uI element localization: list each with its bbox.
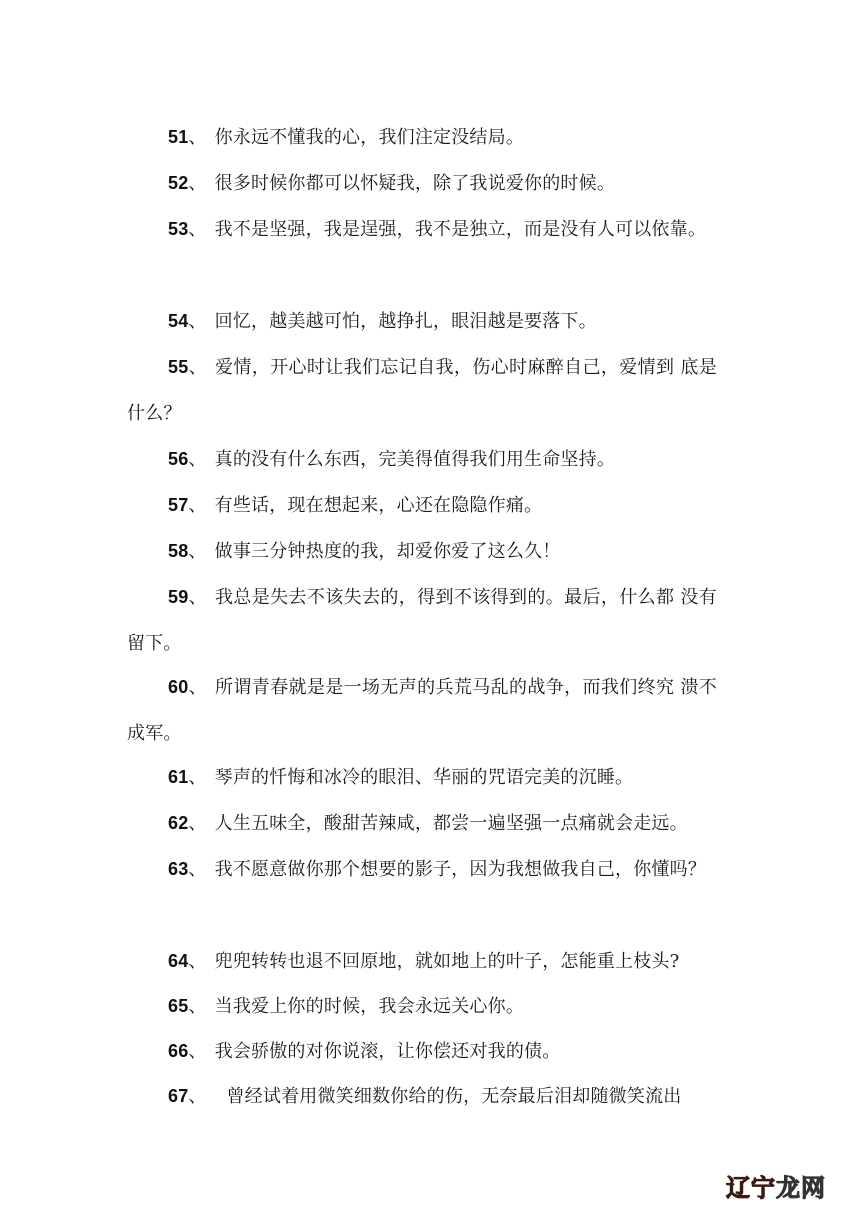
item-text: 我会骄傲的对你说滚，让你偿还对我的债。	[214, 1041, 561, 1062]
list-item	[127, 754, 717, 801]
item-text: 兜兜转转也退不回原地，就如地上的叶子，怎能重上枝头?	[214, 951, 680, 972]
watermark-part-a: 辽宁	[726, 1174, 776, 1202]
item-separator: 、	[188, 951, 207, 972]
item-text: 做事三分钟热度的我，却爱你爱了这么久！	[214, 541, 561, 562]
item-text: 很多时候你都可以怀疑我，除了我说爱你的时候。	[214, 173, 616, 194]
list-item	[127, 436, 717, 483]
item-separator: 、	[188, 677, 207, 698]
list-item	[127, 800, 717, 847]
item-separator: 、	[188, 127, 207, 148]
item-text: 你永远不懂我的心，我们注定没结局。	[214, 127, 525, 148]
item-text: 我总是失去不该失去的，得到不该得到的。最后，什么都 没有留下。	[127, 587, 718, 654]
item-text: 人生五味全，酸甜苦辣咸，都尝一遍坚强一点痛就会走远。	[214, 813, 688, 834]
item-number: 55	[168, 357, 189, 377]
item-number: 58	[168, 541, 189, 561]
list-item	[127, 160, 717, 207]
item-number: 61	[168, 767, 189, 787]
item-text: 所谓青春就是是一场无声的兵荒马乱的战争，而我们终究 溃不成军。	[127, 677, 718, 744]
item-separator: 、	[188, 495, 207, 516]
item-text: 当我爱上你的时候，我会永远关心你。	[214, 996, 525, 1017]
item-number: 63	[168, 859, 189, 879]
item-text: 真的没有什么东西，完美得值得我们用生命坚持。	[214, 449, 616, 470]
item-separator: 、	[188, 173, 207, 194]
item-text: 曾经试着用微笑细数你给的伤，无奈最后泪却随微笑流出	[214, 1086, 682, 1107]
item-separator: 、	[188, 859, 207, 880]
list-item	[127, 206, 717, 253]
item-separator: 、	[188, 996, 207, 1017]
list-item	[127, 983, 717, 1030]
item-number: 62	[168, 813, 189, 833]
item-separator: 、	[188, 541, 207, 562]
list-item	[127, 938, 717, 985]
item-separator: 、	[188, 449, 207, 470]
item-separator: 、	[188, 357, 207, 378]
item-separator: 、	[188, 587, 207, 608]
list-item	[127, 1073, 717, 1120]
item-separator: 、	[188, 311, 207, 332]
item-number: 66	[168, 1041, 189, 1061]
item-separator: 、	[188, 813, 207, 834]
list-item	[127, 528, 717, 575]
item-number: 52	[168, 173, 189, 193]
item-separator: 、	[188, 767, 207, 788]
item-text: 琴声的忏悔和冰冷的眼泪、华丽的咒语完美的沉睡。	[214, 767, 634, 788]
list-item	[127, 1028, 717, 1075]
item-number: 53	[168, 219, 189, 239]
item-number: 54	[168, 311, 189, 331]
list-item	[127, 344, 717, 437]
item-separator: 、	[188, 1041, 207, 1062]
item-number: 60	[168, 677, 189, 697]
item-text: 我不愿意做你那个想要的影子，因为我想做我自己，你懂吗？	[214, 859, 707, 880]
item-separator: 、	[188, 1086, 207, 1107]
list-item	[127, 574, 717, 667]
item-number: 51	[168, 127, 189, 147]
item-text: 爱情，开心时让我们忘记自我，伤心时麻醉自己，爱情到 底是什么？	[127, 357, 718, 424]
list-item	[127, 664, 717, 757]
site-watermark-logo	[726, 1168, 826, 1203]
list-item	[127, 846, 717, 893]
item-number: 59	[168, 587, 189, 607]
item-number: 56	[168, 449, 189, 469]
item-number: 64	[168, 951, 189, 971]
item-separator: 、	[188, 219, 207, 240]
item-text: 回忆，越美越可怕，越挣扎，眼泪越是要落下。	[214, 311, 597, 332]
item-text: 我不是坚强，我是逞强，我不是独立，而是没有人可以依靠。	[214, 219, 707, 240]
list-item	[127, 298, 717, 345]
item-number: 65	[168, 996, 189, 1016]
item-number: 57	[168, 495, 189, 515]
item-text: 有些话，现在想起来，心还在隐隐作痛。	[214, 495, 543, 516]
item-number: 67	[168, 1086, 189, 1106]
watermark-part-b: 龙网	[776, 1174, 826, 1202]
list-item	[127, 482, 717, 529]
list-item	[127, 114, 717, 161]
